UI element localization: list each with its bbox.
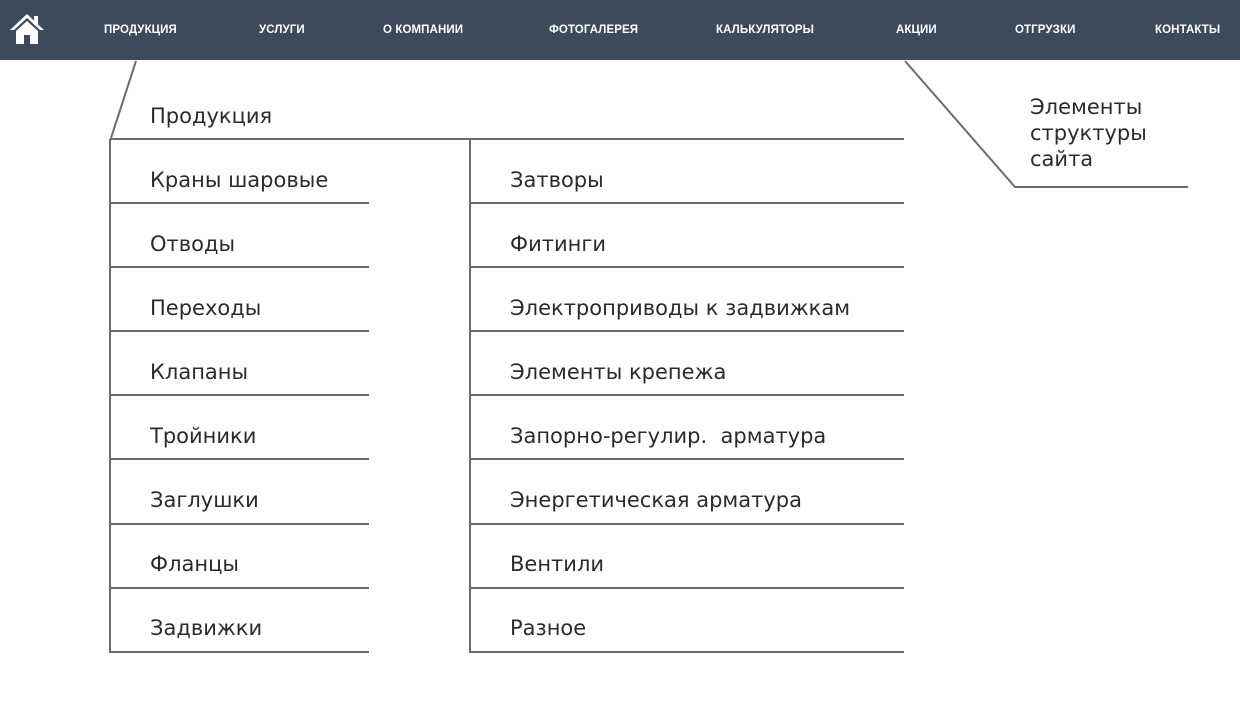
left-item-7: Фланцы (150, 552, 239, 576)
right-item-6: Энергетическая арматура (510, 488, 802, 512)
nav-item-gallery[interactable]: ФОТОГАЛЕРЕЯ (549, 24, 639, 36)
callout-site-structure (1030, 94, 1210, 172)
left-item-8: Задвижки (150, 616, 263, 640)
left-item-2: Отводы (150, 232, 236, 256)
callout-line-1: Элементы (1030, 95, 1143, 119)
left-item-5: Тройники (150, 424, 257, 448)
connector-products-line (111, 61, 136, 138)
left-item-4: Клапаны (150, 360, 249, 384)
callout-line-3: сайта (1030, 147, 1094, 171)
left-item-3: Переходы (150, 296, 262, 320)
nav-item-contacts[interactable]: КОНТАКТЫ (1155, 24, 1221, 36)
nav-item-shipments[interactable]: ОТГРУЗКИ (1015, 24, 1076, 36)
left-item-6: Заглушки (150, 488, 259, 512)
callout-line-2: структуры (1030, 121, 1147, 145)
home-icon[interactable] (8, 12, 46, 46)
nav-item-products[interactable]: ПРОДУКЦИЯ (104, 24, 177, 36)
right-item-3: Электроприводы к задвижкам (510, 296, 851, 320)
nav-item-services[interactable]: УСЛУГИ (259, 24, 305, 36)
right-item-8: Разное (510, 616, 587, 640)
nav-item-calculators[interactable]: КАЛЬКУЛЯТОРЫ (716, 24, 814, 36)
left-item-1: Краны шаровые (150, 168, 329, 192)
nav-item-promotions[interactable]: АКЦИИ (896, 24, 937, 36)
right-item-2: Фитинги (510, 232, 607, 256)
right-item-1: Затворы (510, 168, 604, 192)
right-item-7: Вентили (510, 552, 605, 576)
top-navigation-bar (0, 0, 1240, 60)
diagram-root-label: Продукция (150, 104, 273, 128)
right-item-4: Элементы крепежа (510, 360, 727, 384)
nav-item-about[interactable]: О КОМПАНИИ (383, 24, 464, 36)
right-item-5: Запорно-регулир. арматура (510, 424, 827, 448)
